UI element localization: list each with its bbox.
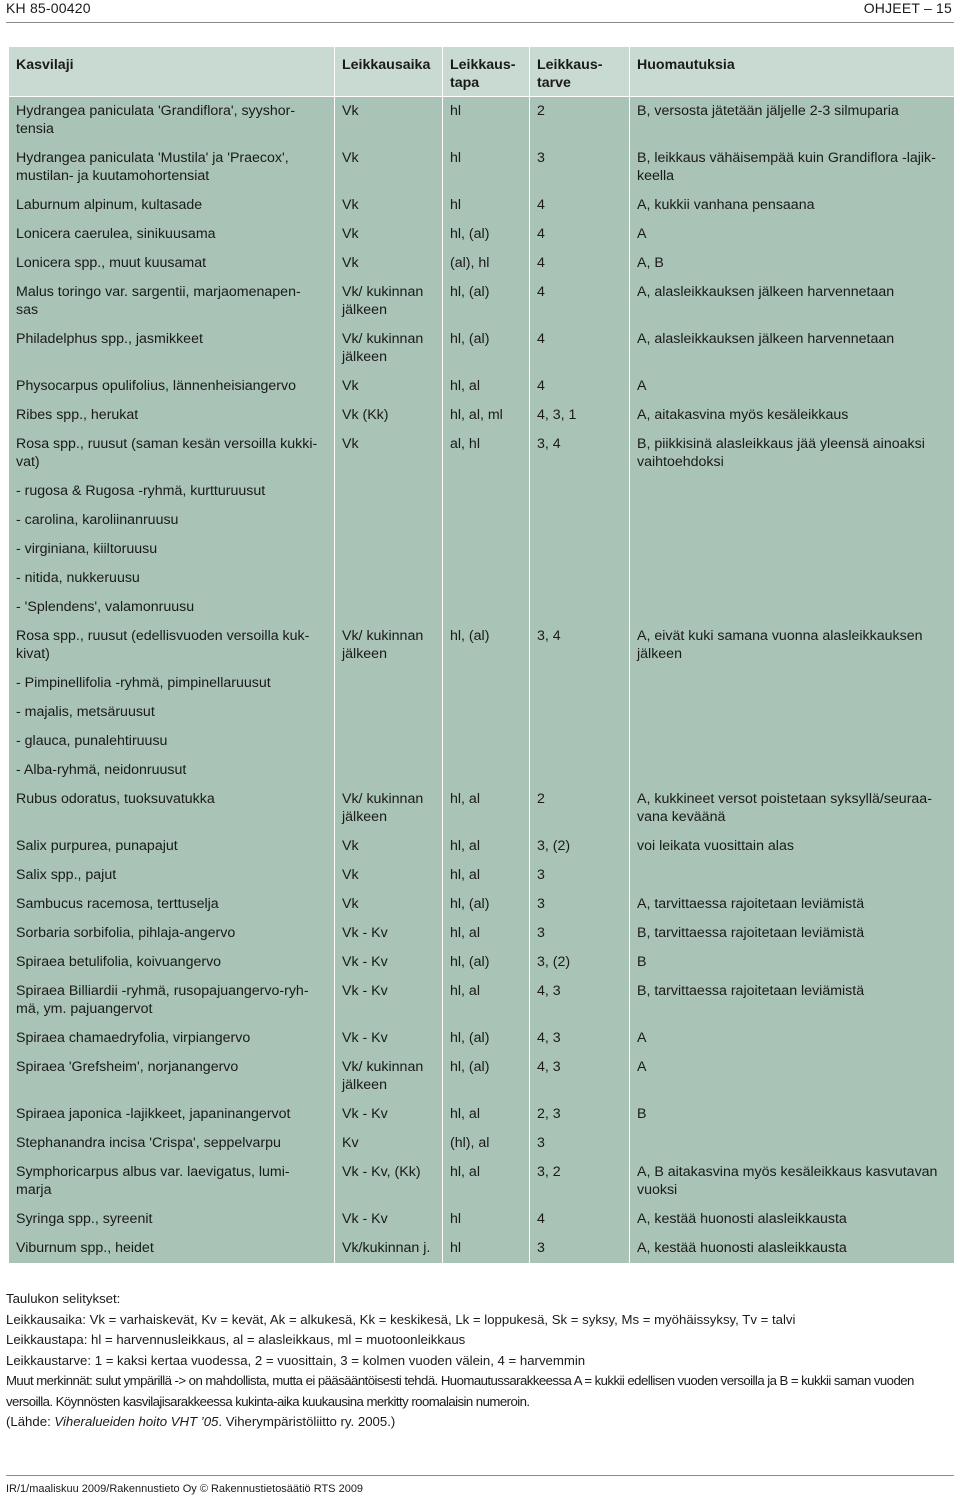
cell-leikkaustarve: 4 (530, 278, 630, 325)
cell-leikkaustapa: hl (443, 1205, 530, 1234)
table-row (9, 832, 954, 861)
cell-leikkausaika: Vk - Kv, (Kk) (335, 1158, 443, 1205)
table-row (9, 698, 954, 727)
cell-leikkaustapa: hl, (al) (443, 948, 530, 977)
cell-leikkausaika (335, 535, 443, 564)
cell-huomautuksia: B (637, 1106, 647, 1122)
cell-kasvilaji: - carolina, karoliinanruusu (9, 506, 335, 535)
cell-leikkaustapa: (al), hl (443, 249, 530, 278)
cell-leikkausaika: Vk - Kv (335, 1100, 443, 1129)
cell-huomautuksia: B, tarvittaessa rajoitetaan leviämistä (637, 983, 865, 999)
cell-leikkaustapa: hl, al (443, 832, 530, 861)
cell-leikkausaika: Vk (335, 97, 443, 144)
table-row (9, 1100, 954, 1129)
cell-kasvilaji: Symphoricarpus albus var. laevigatus, lumi- marja (9, 1158, 335, 1205)
cell-leikkaustapa: hl, al, ml (443, 401, 530, 430)
footer-divider (6, 1475, 954, 1476)
source-suffix: . Viherympäristöliitto ry. 2005.) (218, 1414, 396, 1429)
cell-huomautuksia (630, 756, 954, 785)
cell-leikkausaika: Vk (Kk) (335, 401, 443, 430)
table-row (9, 861, 954, 890)
cell-leikkaustarve: 4 (530, 372, 630, 401)
cell-leikkaustapa: (hl), al (443, 1129, 530, 1158)
cell-leikkaustarve (530, 535, 630, 564)
cell-huomautuksia: A, eivät kuki samana vuonna alasleikkauksen jälkeen (637, 628, 923, 662)
cell-kasvilaji: Spiraea 'Grefsheim', norjanangervo (9, 1053, 335, 1100)
legend-leikkausaika: Leikkausaika: Vk = varhaiskevät, Kv = kevät, Ak = alkukesä, Kk = keskikesä, Lk = loppukesä, Sk = syksy, Ms = myöhäissyksy, Tv = talvi (6, 1311, 796, 1327)
cell-kasvilaji: Philadelphus spp., jasmikkeet (9, 325, 335, 372)
cell-leikkaustarve: 3, (2) (530, 948, 630, 977)
cell-leikkaustarve: 2, 3 (530, 1100, 630, 1129)
cell-huomautuksia (630, 727, 954, 756)
cell-kasvilaji: - rugosa & Rugosa -ryhmä, kurtturuusut (9, 477, 335, 506)
table-row (9, 401, 954, 430)
column-header-leikkausaika: Leikkausaika (335, 47, 443, 96)
cell-leikkaustapa (443, 756, 530, 785)
table-row (9, 756, 954, 785)
cell-kasvilaji: - majalis, metsäruusut (9, 698, 335, 727)
cell-leikkaustarve: 3 (530, 144, 630, 191)
cell-huomautuksia: voi leikata vuosittain alas (637, 838, 794, 854)
cell-leikkausaika: Vk - Kv (335, 1024, 443, 1053)
cell-kasvilaji: - nitida, nukkeruusu (9, 564, 335, 593)
cell-leikkaustapa (443, 564, 530, 593)
cell-leikkaustarve: 3, 2 (530, 1158, 630, 1205)
table-row (9, 372, 954, 401)
cell-leikkaustapa (443, 506, 530, 535)
cell-kasvilaji: Salix spp., pajut (9, 861, 335, 890)
table-row (9, 1024, 954, 1053)
cell-huomautuksia (630, 506, 954, 535)
cell-huomautuksia: A, alasleikkauksen jälkeen harvennetaan (637, 331, 895, 347)
cell-kasvilaji: Lonicera caerulea, sinikuusama (9, 220, 335, 249)
cell-leikkausaika: Vk/ kukinnan jälkeen (335, 785, 443, 832)
table-row (9, 1205, 954, 1234)
cell-huomautuksia: A (637, 378, 647, 394)
cell-leikkausaika: Vk/ kukinnan jälkeen (335, 278, 443, 325)
cell-huomautuksia: B, piikkisinä alasleikkaus jää yleensä ainoaksi vaihtoehdoksi (637, 436, 925, 470)
cell-leikkaustarve: 4, 3 (530, 977, 630, 1024)
cell-leikkaustapa: hl, al (443, 372, 530, 401)
cell-kasvilaji: Rosa spp., ruusut (saman kesän versoilla kukki- vat) (9, 430, 335, 477)
cell-leikkaustarve: 4, 3 (530, 1024, 630, 1053)
cell-leikkausaika: Kv (335, 1129, 443, 1158)
cell-leikkaustapa: hl, (al) (443, 1024, 530, 1053)
cell-kasvilaji: - Pimpinellifolia -ryhmä, pimpinellaruusut (9, 669, 335, 698)
cell-kasvilaji: Ribes spp., herukat (9, 401, 335, 430)
cell-leikkaustarve: 3 (530, 890, 630, 919)
cell-kasvilaji: Sorbaria sorbifolia, pihlaja-angervo (9, 919, 335, 948)
cell-huomautuksia: B, versosta jätetään jäljelle 2-3 silmuparia (637, 103, 899, 119)
cell-huomautuksia (630, 477, 954, 506)
cell-leikkaustarve: 4 (530, 1205, 630, 1234)
table-row (9, 191, 954, 220)
cell-leikkaustapa: hl (443, 144, 530, 191)
cell-leikkausaika: Vk (335, 220, 443, 249)
legend-source (6, 1412, 954, 1433)
cell-leikkaustapa (443, 535, 530, 564)
cell-leikkausaika: Vk (335, 890, 443, 919)
cell-leikkausaika (335, 669, 443, 698)
table-row (9, 220, 954, 249)
column-header-leikkaustarve: Leikkaus- tarve (530, 47, 630, 96)
cell-leikkausaika: Vk (335, 430, 443, 477)
cell-leikkaustarve (530, 756, 630, 785)
cell-leikkaustapa: hl, (al) (443, 622, 530, 669)
cell-huomautuksia: A, aitakasvina myös kesäleikkaus (637, 407, 849, 423)
cell-leikkausaika: Vk/ kukinnan jälkeen (335, 1053, 443, 1100)
cell-leikkaustarve (530, 669, 630, 698)
cell-leikkaustarve: 3 (530, 1129, 630, 1158)
cell-leikkaustapa: hl, al (443, 977, 530, 1024)
cell-leikkausaika: Vk (335, 832, 443, 861)
cell-kasvilaji: Hydrangea paniculata 'Grandiflora', syyshor- tensia (9, 97, 335, 144)
table-row (9, 1129, 954, 1158)
table-row (9, 977, 954, 1024)
cell-huomautuksia (630, 564, 954, 593)
cell-kasvilaji: Lonicera spp., muut kuusamat (9, 249, 335, 278)
cell-leikkausaika: Vk/ kukinnan jälkeen (335, 622, 443, 669)
table-row (9, 144, 954, 191)
cell-kasvilaji: Salix purpurea, punapajut (9, 832, 335, 861)
table-row (9, 785, 954, 832)
cell-huomautuksia: A, kukkii vanhana pensaana (637, 197, 815, 213)
cell-kasvilaji: - virginiana, kiiltoruusu (9, 535, 335, 564)
cell-leikkaustapa: hl, (al) (443, 890, 530, 919)
table-row (9, 890, 954, 919)
legend-muut-merkinnat: Muut merkinnät: sulut ympärillä -> on mahdollista, mutta ei pääsääntöisesti tehdä. Huomautussarakkeessa A = kukkii edellisen vuoden versoilla ja B = kukkii saman vuoden versoilla. Köynnösten kasvilajisarakkeessa kukinta-aika kuukausina merkitty roomalaisin numeroin. (6, 1373, 914, 1409)
table-row (9, 919, 954, 948)
document-code: KH 85-00420 (6, 0, 91, 16)
cell-huomautuksia: A, kestää huonosti alasleikkausta (637, 1211, 847, 1227)
cell-huomautuksia: A, kestää huonosti alasleikkausta (637, 1240, 847, 1256)
cell-leikkausaika: Vk (335, 191, 443, 220)
cell-leikkaustarve: 3 (530, 861, 630, 890)
cell-kasvilaji: Physocarpus opulifolius, lännenheisiangervo (9, 372, 335, 401)
cell-leikkaustapa (443, 698, 530, 727)
table-row (9, 669, 954, 698)
cell-leikkaustarve: 3, 4 (530, 430, 630, 477)
cell-kasvilaji: - glauca, punalehtiruusu (9, 727, 335, 756)
table-row (9, 97, 954, 144)
cell-leikkaustapa: hl, (al) (443, 278, 530, 325)
cell-leikkaustarve (530, 506, 630, 535)
cell-leikkausaika: Vk - Kv (335, 919, 443, 948)
column-header-huomautuksia: Huomautuksia (637, 57, 735, 73)
cell-leikkaustapa: hl, al (443, 1100, 530, 1129)
table-row (9, 325, 954, 372)
cell-leikkaustarve (530, 564, 630, 593)
cell-leikkaustapa (443, 727, 530, 756)
cell-leikkausaika (335, 727, 443, 756)
table-header-row (9, 47, 954, 97)
cell-leikkausaika: Vk/ kukinnan jälkeen (335, 325, 443, 372)
cell-kasvilaji: - 'Splendens', valamonruusu (9, 593, 335, 622)
cell-huomautuksia: B (637, 954, 647, 970)
table-row (9, 430, 954, 477)
table-row (9, 1053, 954, 1100)
cell-leikkausaika: Vk (335, 144, 443, 191)
cell-kasvilaji: Rubus odoratus, tuoksuvatukka (9, 785, 335, 832)
cell-leikkaustarve: 2 (530, 785, 630, 832)
cell-leikkausaika (335, 477, 443, 506)
cell-kasvilaji: Spiraea japonica -lajikkeet, japaninangervot (9, 1100, 335, 1129)
cell-leikkausaika (335, 564, 443, 593)
cell-leikkaustarve (530, 698, 630, 727)
table-row (9, 564, 954, 593)
cell-kasvilaji: Stephanandra incisa 'Crispa', seppelvarpu (9, 1129, 335, 1158)
column-header-leikkaustapa: Leikkaus- tapa (443, 47, 530, 96)
cell-huomautuksia (630, 593, 954, 622)
cell-leikkausaika: Vk/kukinnan j. (335, 1234, 443, 1263)
legend-leikkaustapa: Leikkaustapa: hl = harvennusleikkaus, al = alasleikkaus, ml = muotoonleikkaus (6, 1332, 466, 1347)
table-row (9, 477, 954, 506)
cell-leikkausaika (335, 698, 443, 727)
cell-leikkaustarve: 4 (530, 220, 630, 249)
source-prefix: (Lähde: (6, 1414, 55, 1429)
cell-leikkausaika (335, 506, 443, 535)
header-divider (6, 22, 954, 23)
cell-leikkaustarve (530, 593, 630, 622)
cell-leikkaustarve: 3 (530, 919, 630, 948)
cell-leikkaustarve: 4, 3 (530, 1053, 630, 1100)
cell-leikkaustapa: hl, (al) (443, 1053, 530, 1100)
cell-huomautuksia (630, 698, 954, 727)
column-header-kasvilaji: Kasvilaji (9, 47, 335, 96)
cell-leikkausaika (335, 593, 443, 622)
legend-title: Taulukon selitykset: (6, 1291, 121, 1306)
cell-leikkaustapa: hl (443, 191, 530, 220)
cell-leikkaustapa (443, 477, 530, 506)
cell-kasvilaji: Rosa spp., ruusut (edellisvuoden versoilla kuk- kivat) (9, 622, 335, 669)
cell-kasvilaji: - Alba-ryhmä, neidonruusut (9, 756, 335, 785)
cell-huomautuksia: A (637, 1030, 647, 1046)
cell-huomautuksia (630, 535, 954, 564)
cell-huomautuksia (630, 1129, 954, 1158)
cell-huomautuksia: A (637, 226, 647, 242)
cell-leikkaustapa: hl, al (443, 919, 530, 948)
table-row (9, 1158, 954, 1205)
cell-huomautuksia: A, tarvittaessa rajoitetaan leviämistä (637, 896, 865, 912)
cell-kasvilaji: Malus toringo var. sargentii, marjaomenapen- sas (9, 278, 335, 325)
cell-leikkausaika: Vk (335, 861, 443, 890)
cell-kasvilaji: Spiraea chamaedryfolia, virpiangervo (9, 1024, 335, 1053)
table-row (9, 535, 954, 564)
cell-leikkaustarve (530, 727, 630, 756)
cell-kasvilaji: Spiraea Billiardii -ryhmä, rusopajuangervo-ryh- mä, ym. pajuangervot (9, 977, 335, 1024)
cell-huomautuksia: B, leikkaus vähäisempää kuin Grandiflora -lajik- keella (637, 150, 936, 184)
table-legend (6, 1289, 954, 1433)
cell-leikkaustapa: hl, (al) (443, 325, 530, 372)
cell-leikkaustapa: hl, al (443, 1158, 530, 1205)
cell-huomautuksia: B, tarvittaessa rajoitetaan leviämistä (637, 925, 865, 941)
cell-leikkaustarve: 4 (530, 249, 630, 278)
cell-leikkausaika: Vk (335, 249, 443, 278)
table-row (9, 1234, 954, 1263)
cell-leikkausaika: Vk - Kv (335, 948, 443, 977)
cell-huomautuksia: A, alasleikkauksen jälkeen harvennetaan (637, 284, 895, 300)
cell-leikkaustapa (443, 669, 530, 698)
cell-huomautuksia: A (637, 1059, 647, 1075)
footer-publisher: IR/1/maaliskuu 2009/Rakennustieto Oy © Rakennustietosäätiö RTS 2009 (6, 1483, 364, 1495)
table-row (9, 948, 954, 977)
cell-leikkaustapa: hl (443, 1234, 530, 1263)
cell-kasvilaji: Viburnum spp., heidet (9, 1234, 335, 1263)
cell-leikkaustarve: 3, (2) (530, 832, 630, 861)
page-number: OHJEET – 15 (863, 0, 952, 16)
cell-kasvilaji: Hydrangea paniculata 'Mustila' ja 'Praecox', mustilan- ja kuutamohortensiat (9, 144, 335, 191)
cell-leikkaustarve: 2 (530, 97, 630, 144)
cell-leikkaustarve: 3 (530, 1234, 630, 1263)
cell-kasvilaji: Spiraea betulifolia, koivuangervo (9, 948, 335, 977)
cell-leikkaustarve (530, 477, 630, 506)
cell-leikkausaika (335, 756, 443, 785)
cell-huomautuksia: A, B aitakasvina myös kesäleikkaus kasvutavan vuoksi (637, 1164, 938, 1198)
table-row (9, 593, 954, 622)
cell-leikkaustapa: hl (443, 97, 530, 144)
pruning-table (8, 46, 955, 1264)
cell-leikkaustarve: 3, 4 (530, 622, 630, 669)
cell-huomautuksia: A, kukkineet versot poistetaan syksyllä/seuraa- vana keväänä (637, 791, 932, 825)
table-row (9, 506, 954, 535)
table-row (9, 727, 954, 756)
cell-kasvilaji: Syringa spp., syreenit (9, 1205, 335, 1234)
cell-huomautuksia (630, 861, 954, 890)
source-title: Viheralueiden hoito VHT ’05 (54, 1414, 219, 1429)
cell-leikkaustarve: 4 (530, 325, 630, 372)
legend-leikkaustarve: Leikkaustarve: 1 = kaksi kertaa vuodessa, 2 = vuosittain, 3 = kolmen vuoden välein, 4 = harvemmin (6, 1352, 586, 1368)
cell-kasvilaji: Sambucus racemosa, terttuselja (9, 890, 335, 919)
table-row (9, 278, 954, 325)
cell-leikkaustapa (443, 593, 530, 622)
table-row (9, 622, 954, 669)
cell-leikkaustapa: hl, al (443, 785, 530, 832)
cell-leikkausaika: Vk - Kv (335, 977, 443, 1024)
cell-huomautuksia (630, 669, 954, 698)
table-row (9, 249, 954, 278)
cell-leikkaustapa: al, hl (443, 430, 530, 477)
cell-huomautuksia: A, B (637, 255, 664, 271)
cell-leikkaustarve: 4, 3, 1 (530, 401, 630, 430)
cell-leikkausaika: Vk - Kv (335, 1205, 443, 1234)
cell-leikkaustarve: 4 (530, 191, 630, 220)
cell-kasvilaji: Laburnum alpinum, kultasade (9, 191, 335, 220)
cell-leikkaustapa: hl, al (443, 861, 530, 890)
cell-leikkaustapa: hl, (al) (443, 220, 530, 249)
cell-leikkausaika: Vk (335, 372, 443, 401)
